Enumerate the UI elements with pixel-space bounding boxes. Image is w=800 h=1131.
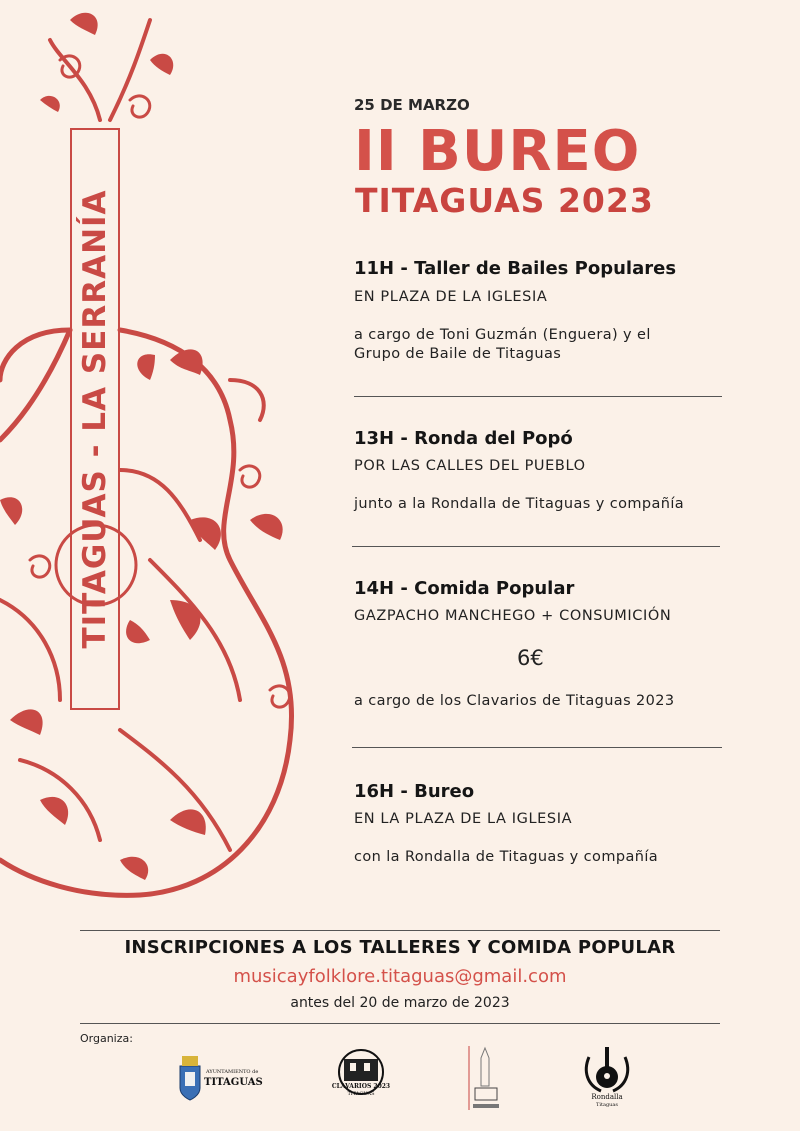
clavarios-logo xyxy=(330,1049,392,1107)
ayuntamiento-name: TITAGUAS xyxy=(204,1077,263,1088)
guitar-floral-illustration xyxy=(0,0,340,920)
rondalla-text: Rondalla xyxy=(591,1093,623,1101)
side-title: TITAGUAS - LA SERRANÍA xyxy=(77,189,113,649)
event-2-place: POR LAS CALLES DEL PUEBLO xyxy=(354,458,586,474)
ayuntamiento-logo xyxy=(176,1052,271,1104)
poster-subtitle: TITAGUAS 2023 xyxy=(355,181,654,220)
registration-deadline: antes del 20 de marzo de 2023 xyxy=(290,995,510,1011)
event-4-note: con la Rondalla de Titaguas y compañía xyxy=(354,849,659,865)
poster-title: II BUREO xyxy=(354,119,641,184)
registration-email-link[interactable]: musicayfolklore.titaguas@gmail.com xyxy=(233,966,567,987)
event-date: 25 DE MARZO xyxy=(354,96,470,114)
ayuntamiento-small-text: AYUNTAMIENTO de xyxy=(206,1069,259,1075)
divider xyxy=(354,396,722,397)
event-2-title: 13H - Ronda del Popó xyxy=(354,428,573,449)
event-3-note: a cargo de los Clavarios de Titaguas 2023 xyxy=(354,693,675,709)
rondalla-subtext: Titaguas xyxy=(596,1102,618,1108)
clavarios-subtext: TITAGUAS xyxy=(347,1091,375,1097)
bandurria-wreath-icon xyxy=(581,1047,633,1093)
event-1-note-line2: Grupo de Baile de Titaguas xyxy=(354,346,562,362)
divider xyxy=(80,930,720,931)
divider xyxy=(80,1023,720,1024)
clavarios-text: CLAVARIOS 2023 xyxy=(331,1083,391,1090)
event-1-note-line1: a cargo de Toni Guzmán (Enguera) y el xyxy=(354,327,651,343)
event-4-place: EN LA PLAZA DE LA IGLESIA xyxy=(354,811,573,827)
organiza-label: Organiza: xyxy=(80,1032,133,1045)
event-2-note: junto a la Rondalla de Titaguas y compañía xyxy=(354,496,685,512)
divider xyxy=(352,747,722,748)
event-1-title: 11H - Taller de Bailes Populares xyxy=(354,258,677,279)
event-3-price: 6€ xyxy=(517,646,544,670)
event-4-title: 16H - Bureo xyxy=(354,781,475,802)
registration-title: INSCRIPCIONES A LOS TALLERES Y COMIDA POPULAR xyxy=(124,937,676,958)
church-tower-icon xyxy=(465,1044,501,1112)
event-3-title: 14H - Comida Popular xyxy=(354,578,575,599)
musica-folklore-logo xyxy=(465,1044,501,1112)
coat-of-arms-icon xyxy=(176,1052,204,1102)
divider xyxy=(352,546,720,547)
rondalla-logo xyxy=(581,1047,633,1113)
event-3-place: GAZPACHO MANCHEGO + CONSUMICIÓN xyxy=(354,608,672,624)
event-1-place: EN PLAZA DE LA IGLESIA xyxy=(354,289,548,305)
